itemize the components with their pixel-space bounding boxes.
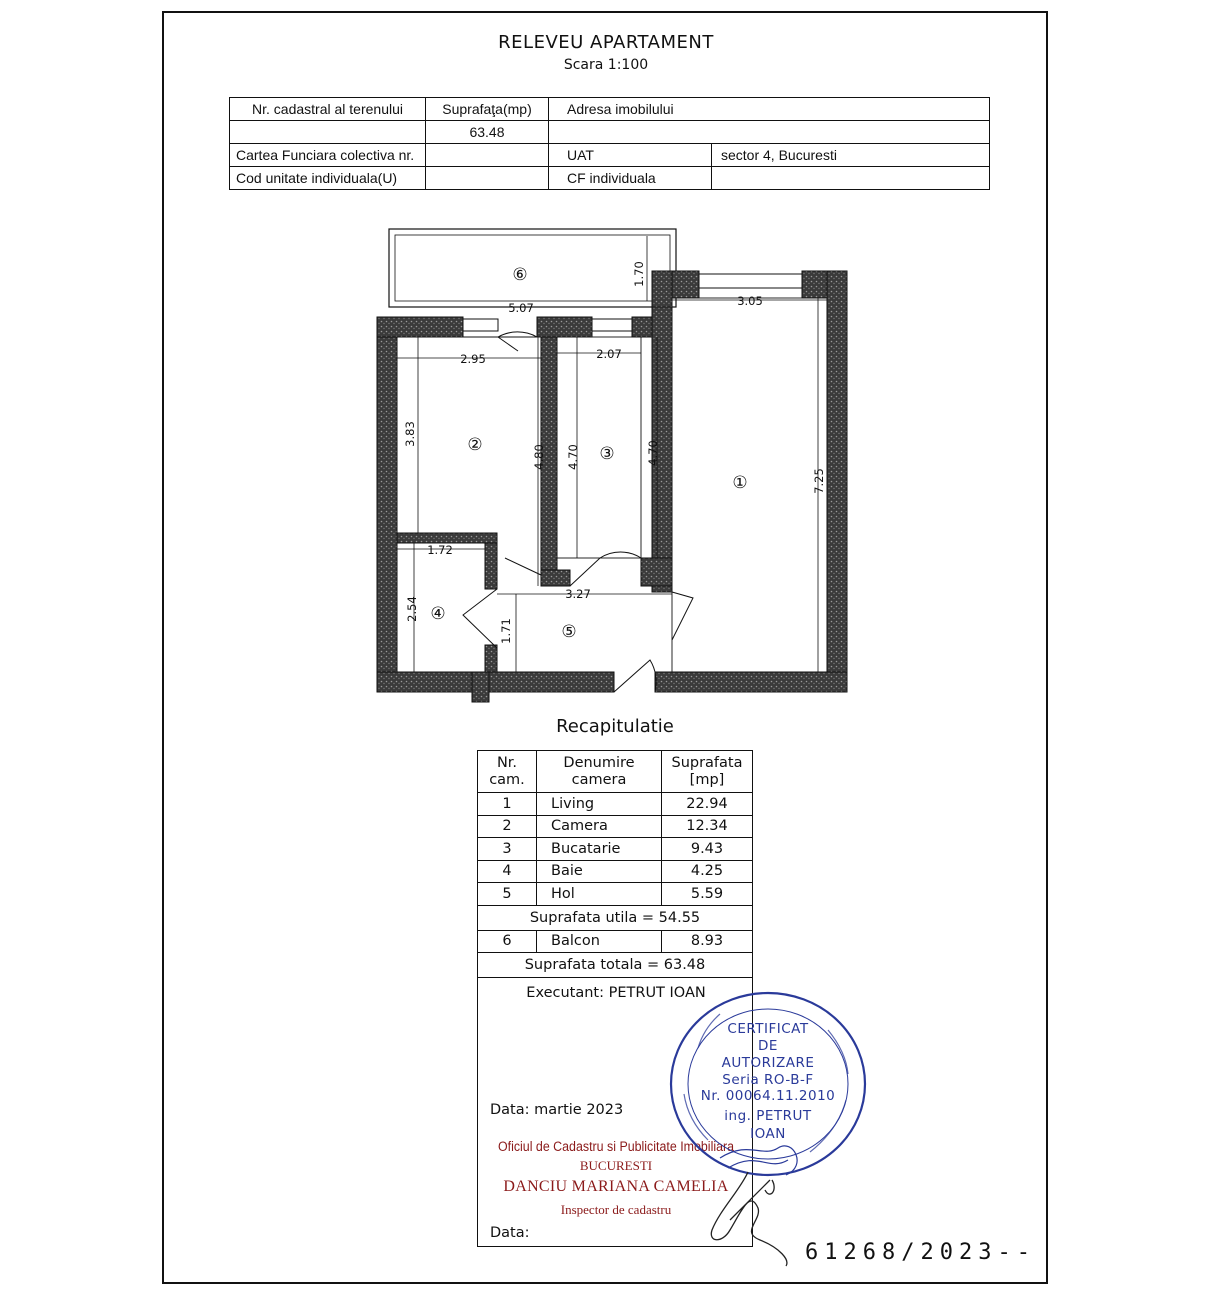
balcony-inner-outline bbox=[395, 235, 670, 301]
carte-funciara-label: Cartea Funciara colectiva nr. bbox=[230, 144, 426, 167]
dim-bath-width: 1.72 bbox=[427, 543, 453, 557]
kitchen-window bbox=[592, 319, 632, 331]
uat-label: UAT bbox=[549, 144, 712, 167]
recap-header-area bbox=[662, 751, 753, 793]
wall-east bbox=[827, 271, 847, 692]
cod-unitate-label: Cod unitate individuala(U) bbox=[230, 167, 426, 190]
recap-row bbox=[478, 793, 753, 816]
kitchen-door bbox=[570, 552, 641, 586]
wall-bath-east-bottom bbox=[485, 645, 497, 672]
wall-south-right bbox=[655, 672, 847, 692]
room-number-4: ④ bbox=[430, 604, 446, 624]
inspector-date: Data: bbox=[490, 1225, 530, 1241]
room-name: Baie bbox=[537, 860, 662, 883]
wall-south-left bbox=[377, 672, 614, 692]
walls bbox=[377, 271, 847, 702]
uat-value: sector 4, Bucuresti bbox=[712, 144, 990, 167]
wall-kitchen-stub bbox=[541, 570, 570, 586]
grand-total: Suprafata totala = 63.48 bbox=[478, 953, 753, 978]
recap-row bbox=[478, 838, 753, 861]
room-nr: 4 bbox=[478, 860, 537, 883]
cf-individuala-label: CF individuala bbox=[549, 167, 712, 190]
adresa-label: Adresa imobilului bbox=[549, 98, 990, 121]
room-area: 5.59 bbox=[662, 883, 753, 906]
stamp-line: CERTIFICAT bbox=[727, 1021, 809, 1037]
camera-window bbox=[463, 319, 498, 331]
room-name: Camera bbox=[537, 815, 662, 838]
living-door bbox=[672, 592, 693, 640]
balcony-name: Balcon bbox=[537, 930, 662, 953]
header-name-line1: Denumire bbox=[563, 754, 635, 771]
room-nr: 3 bbox=[478, 838, 537, 861]
room-nr: 2 bbox=[478, 815, 537, 838]
executant: Executant: PETRUT IOAN bbox=[526, 985, 706, 1001]
balcony-row bbox=[478, 930, 753, 953]
header-area-line1: Suprafata bbox=[671, 754, 743, 771]
document-scale: Scara 1:100 bbox=[563, 57, 649, 73]
recap-header-row bbox=[478, 751, 753, 793]
document-title: RELEVEU APARTAMENT bbox=[498, 32, 714, 53]
room-nr: 1 bbox=[478, 793, 537, 816]
dim-kitchen-left: 4.70 bbox=[566, 444, 580, 470]
room-nr: 5 bbox=[478, 883, 537, 906]
room-area: 9.43 bbox=[662, 838, 753, 861]
wall-north-kitchen-left bbox=[537, 317, 592, 337]
dim-camera-width: 2.95 bbox=[460, 352, 486, 366]
header-area-line2: [mp] bbox=[689, 771, 725, 788]
wall-living-west bbox=[652, 271, 672, 592]
room-number-2: ② bbox=[467, 435, 483, 455]
wall-north-camera-left bbox=[377, 317, 463, 337]
suprafata-value: 63.48 bbox=[426, 121, 549, 144]
room-name: Hol bbox=[537, 883, 662, 906]
recap-row bbox=[478, 815, 753, 838]
ocpi-office: Oficiul de Cadastru si Publicitate Imobiliara bbox=[497, 1139, 735, 1154]
recap-title: Recapitulatie bbox=[556, 716, 674, 737]
recap-table bbox=[477, 750, 753, 978]
suprafata-label: Suprafaţa(mp) bbox=[426, 98, 549, 121]
executant-date: Data: martie 2023 bbox=[490, 1102, 624, 1118]
balcony-door bbox=[498, 332, 537, 351]
dim-hall-width: 3.27 bbox=[565, 587, 591, 601]
recap-row bbox=[478, 883, 753, 906]
stamp-line: IOAN bbox=[750, 1126, 786, 1142]
header-nr-line2: cam. bbox=[489, 771, 525, 788]
dim-living-width: 3.05 bbox=[737, 294, 763, 308]
room-number-6: ⑥ bbox=[512, 265, 528, 285]
dim-living-height: 7.25 bbox=[812, 468, 826, 494]
room-number-1: ① bbox=[732, 473, 748, 493]
dim-balcony-width: 5.07 bbox=[508, 301, 534, 315]
dim-kitchen-width: 2.07 bbox=[596, 347, 622, 361]
dim-camera-wall: 4.80 bbox=[532, 444, 546, 470]
registration-number: 61268/2023-- bbox=[805, 1240, 1036, 1265]
stamp-line: DE bbox=[758, 1038, 778, 1054]
room-area: 4.25 bbox=[662, 860, 753, 883]
stamp-line: Nr. 00064.11.2010 bbox=[700, 1088, 836, 1104]
stamp-line: ing. PETRUT bbox=[724, 1108, 812, 1124]
stamp-line: Seria RO-B-F bbox=[722, 1072, 814, 1088]
room-area: 22.94 bbox=[662, 793, 753, 816]
header-name-line2: camera bbox=[571, 771, 627, 788]
living-window bbox=[699, 274, 802, 288]
useful-total-row bbox=[478, 905, 753, 930]
camera-door bbox=[505, 558, 541, 575]
recap-header-nr bbox=[478, 751, 537, 793]
recap-row bbox=[478, 860, 753, 883]
wall-kitchen-corner bbox=[641, 558, 672, 586]
room-number-5: ⑤ bbox=[561, 622, 577, 642]
grand-total-row bbox=[478, 953, 753, 978]
dim-kitchen-right: 4.70 bbox=[646, 440, 660, 466]
inspector-role: Inspector de cadastru bbox=[560, 1202, 672, 1217]
wall-duct bbox=[472, 672, 489, 702]
balcony-area: 8.93 bbox=[662, 930, 753, 953]
room-name: Bucatarie bbox=[537, 838, 662, 861]
living-outline bbox=[672, 298, 827, 672]
ocpi-city: BUCURESTI bbox=[579, 1158, 653, 1173]
room-name: Living bbox=[537, 793, 662, 816]
bath-door bbox=[463, 589, 497, 648]
header-nr-line1: Nr. bbox=[496, 754, 518, 771]
inspector-name: DANCIU MARIANA CAMELIA bbox=[503, 1178, 729, 1195]
dim-hall-height: 1.71 bbox=[499, 618, 513, 644]
dim-camera-height: 3.83 bbox=[403, 421, 417, 447]
balcony-nr: 6 bbox=[478, 930, 537, 953]
entrance-door bbox=[614, 660, 656, 692]
wall-west bbox=[377, 317, 397, 692]
handwritten-signature bbox=[700, 1160, 810, 1270]
room-number-3: ③ bbox=[599, 444, 615, 464]
stamp-line: AUTORIZARE bbox=[721, 1055, 815, 1071]
room-area: 12.34 bbox=[662, 815, 753, 838]
nr-cadastral-label: Nr. cadastral al terenului bbox=[230, 98, 426, 121]
dim-bath-height: 2.54 bbox=[405, 596, 419, 622]
recap-header-name bbox=[537, 751, 662, 793]
useful-total: Suprafata utila = 54.55 bbox=[478, 905, 753, 930]
dim-balcony-height: 1.70 bbox=[632, 261, 646, 287]
wall-bath-north bbox=[397, 533, 497, 543]
